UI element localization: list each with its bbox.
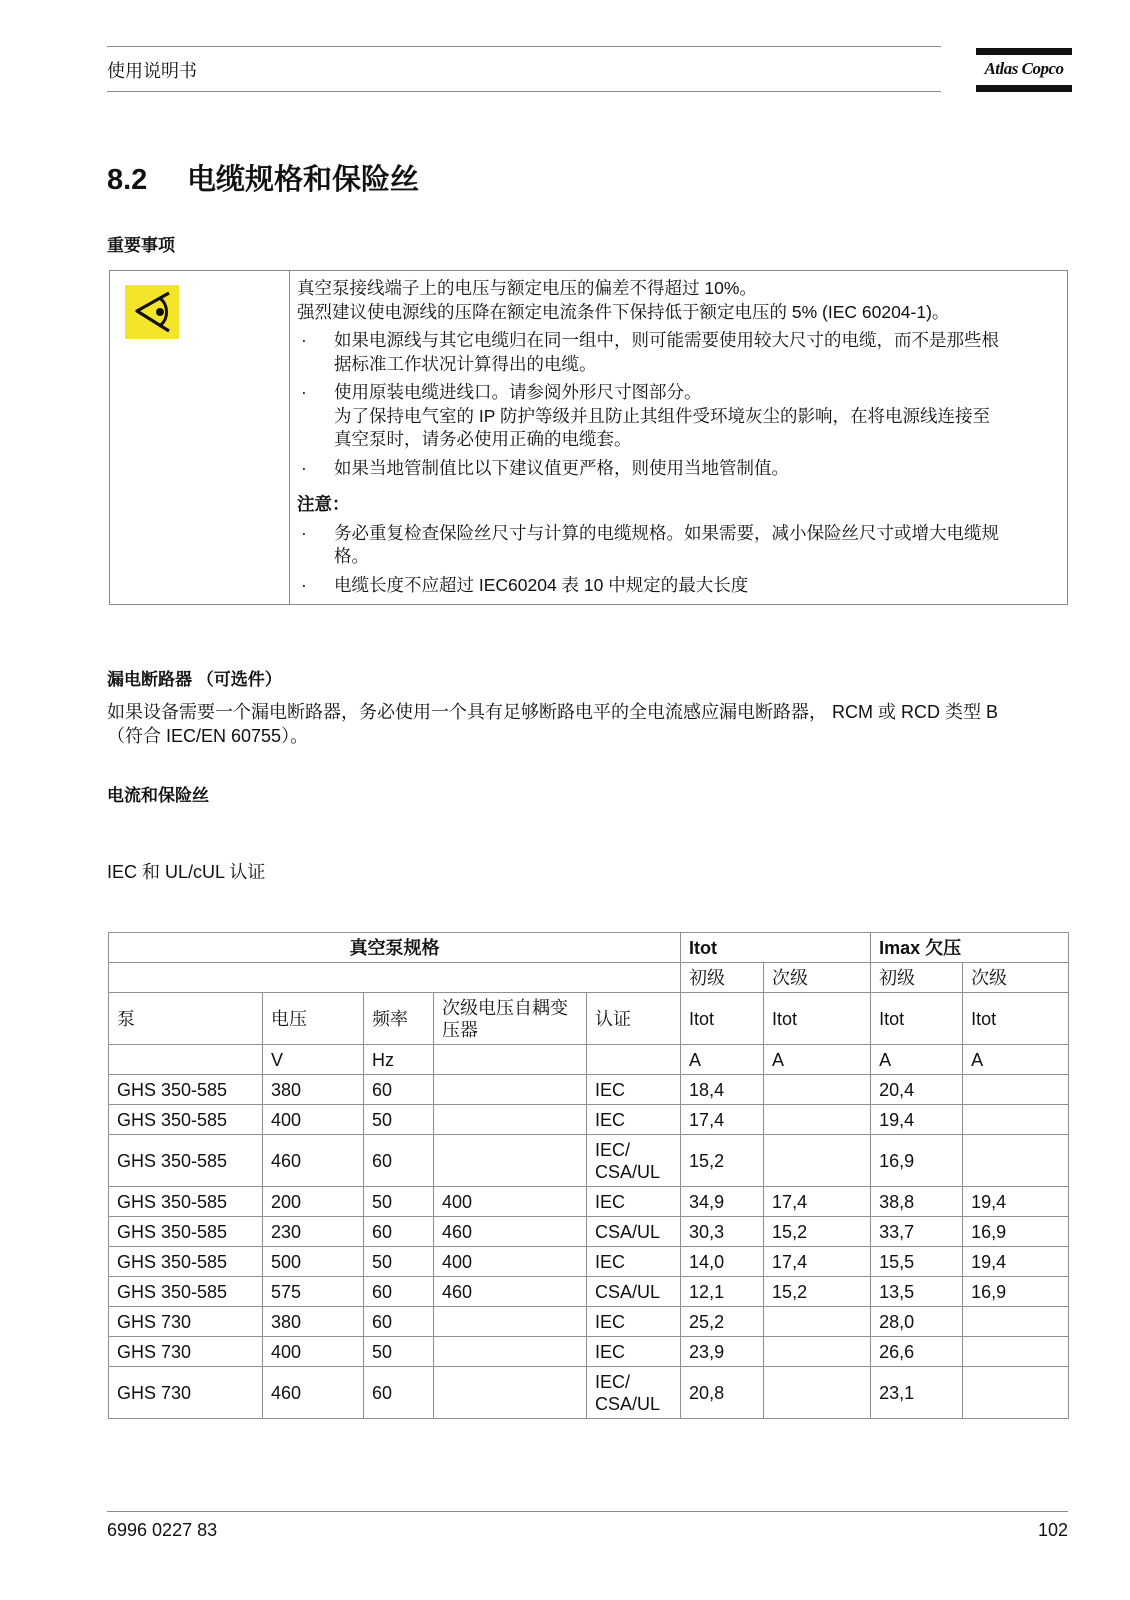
- itot-primary-header: 初级: [681, 963, 764, 993]
- col-itot-secondary: Itot: [764, 993, 871, 1045]
- transformer-cell: [434, 1337, 587, 1367]
- imax-primary-cell: 19,4: [871, 1105, 963, 1135]
- imax-secondary-cell: [963, 1135, 1069, 1187]
- rcd-heading: 漏电断路器 （可选件）: [107, 670, 282, 689]
- pump-cell: GHS 350-585: [109, 1135, 263, 1187]
- frequency-cell: 50: [364, 1337, 434, 1367]
- page-number: 102: [1037, 1520, 1068, 1540]
- unit-ampere: A: [871, 1045, 963, 1075]
- imax-secondary-cell: [963, 1307, 1069, 1337]
- notice-divider: [289, 271, 290, 604]
- empty-cell: [109, 963, 681, 993]
- col-voltage: 电压: [263, 993, 364, 1045]
- col-frequency: 频率: [364, 993, 434, 1045]
- rcd-line-2: （符合 IEC/EN 60755）。: [107, 726, 309, 746]
- table-column-header: [109, 993, 1069, 1045]
- pump-cell: GHS 350-585: [109, 1247, 263, 1277]
- itot-primary-cell: 17,4: [681, 1105, 764, 1135]
- logo-bar-bottom: [976, 85, 1072, 92]
- voltage-cell: 575: [263, 1277, 364, 1307]
- table-units-row: [109, 1045, 1069, 1075]
- imax-primary-cell: 23,1: [871, 1367, 963, 1419]
- unit-ampere: A: [681, 1045, 764, 1075]
- col-imax-primary: Itot: [871, 993, 963, 1045]
- itot-secondary-cell: [764, 1307, 871, 1337]
- transformer-cell: [434, 1367, 587, 1419]
- rcd-line-1: 如果设备需要一个漏电断路器，务必使用一个具有足够断路电平的全电流感应漏电断路器， RCM 或 RCD 类型 B: [107, 702, 998, 722]
- empty-cell: [109, 1045, 263, 1075]
- itot-secondary-cell: [764, 1135, 871, 1187]
- transformer-cell: 460: [434, 1217, 587, 1247]
- eye-warning-icon: [125, 285, 179, 339]
- table-row: [109, 1105, 1069, 1135]
- itot-secondary-header: 次级: [764, 963, 871, 993]
- voltage-cell: 200: [263, 1187, 364, 1217]
- imax-secondary-cell: 16,9: [963, 1277, 1069, 1307]
- voltage-cell: 230: [263, 1217, 364, 1247]
- col-pump: 泵: [109, 993, 263, 1045]
- pump-cell: GHS 350-585: [109, 1105, 263, 1135]
- frequency-cell: 60: [364, 1075, 434, 1105]
- voltage-cell: 500: [263, 1247, 364, 1277]
- notice-line-1: 真空泵接线端子上的电压与额定电压的偏差不得超过 10%。: [297, 278, 757, 298]
- frequency-cell: 60: [364, 1367, 434, 1419]
- certification-cell: IEC: [587, 1337, 681, 1367]
- table-row: [109, 1187, 1069, 1217]
- rcd-paragraph: [107, 700, 998, 748]
- atlas-copco-logo: [976, 48, 1072, 94]
- transformer-cell: [434, 1135, 587, 1187]
- itot-secondary-cell: 15,2: [764, 1277, 871, 1307]
- col-itot-primary: Itot: [681, 993, 764, 1045]
- col-transformer: 次级电压自耦变压器: [434, 993, 587, 1045]
- transformer-cell: 400: [434, 1247, 587, 1277]
- itot-secondary-cell: 17,4: [764, 1187, 871, 1217]
- group-pump-spec: 真空泵规格: [109, 933, 681, 963]
- imax-primary-header: 初级: [871, 963, 963, 993]
- bullet: ·: [301, 330, 307, 350]
- imax-secondary-cell: 16,9: [963, 1217, 1069, 1247]
- table-body: [109, 1075, 1069, 1419]
- itot-primary-cell: 12,1: [681, 1277, 764, 1307]
- cert-note: IEC 和 UL/cUL 认证: [107, 862, 266, 882]
- section-title: [107, 157, 419, 198]
- bullet-text: 如果当地管制值比以下建议值更严格，则使用当地管制值。: [334, 457, 789, 478]
- group-imax: Imax 欠压: [871, 933, 1069, 963]
- notice-line-2: 强烈建议使电源线的压降在额定电流条件下保持低于额定电压的 5% (IEC 60204-1)。: [297, 301, 950, 322]
- group-itot: Itot: [681, 933, 871, 963]
- imax-primary-cell: 15,5: [871, 1247, 963, 1277]
- itot-primary-cell: 30,3: [681, 1217, 764, 1247]
- itot-secondary-cell: 15,2: [764, 1217, 871, 1247]
- certification-cell: IEC: [587, 1247, 681, 1277]
- pump-cell: GHS 350-585: [109, 1217, 263, 1247]
- itot-secondary-cell: [764, 1367, 871, 1419]
- certification-cell: CSA/UL: [587, 1277, 681, 1307]
- note-heading: 注意：: [297, 494, 350, 514]
- frequency-cell: 50: [364, 1187, 434, 1217]
- voltage-cell: 460: [263, 1135, 364, 1187]
- list-item: [297, 522, 1057, 569]
- imax-primary-cell: 20,4: [871, 1075, 963, 1105]
- transformer-cell: [434, 1105, 587, 1135]
- imax-secondary-cell: 19,4: [963, 1187, 1069, 1217]
- col-imax-secondary: Itot: [963, 993, 1069, 1045]
- table-row: [109, 1217, 1069, 1247]
- imax-secondary-cell: 19,4: [963, 1247, 1069, 1277]
- certification-cell: IEC: [587, 1187, 681, 1217]
- bullet-text: 使用原装电缆进线口。请参阅外形尺寸图部分。: [334, 382, 702, 402]
- bullet: ·: [301, 522, 307, 543]
- imax-primary-cell: 16,9: [871, 1135, 963, 1187]
- list-item: [297, 381, 1057, 452]
- table-row: [109, 1307, 1069, 1337]
- certification-cell: IEC/ CSA/UL: [587, 1135, 681, 1187]
- transformer-cell: [434, 1075, 587, 1105]
- transformer-cell: [434, 1307, 587, 1337]
- empty-cell: [434, 1045, 587, 1075]
- section-number: 8.2: [107, 164, 148, 196]
- frequency-cell: 50: [364, 1105, 434, 1135]
- list-item: [297, 457, 1057, 481]
- important-notice-box: [109, 270, 1068, 605]
- cable-fuse-table: [108, 932, 1069, 1419]
- certification-cell: IEC: [587, 1105, 681, 1135]
- imax-secondary-cell: [963, 1367, 1069, 1419]
- itot-primary-cell: 14,0: [681, 1247, 764, 1277]
- list-item: [297, 574, 1057, 598]
- table-subheader: [109, 963, 1069, 993]
- important-heading: 重要事项: [107, 236, 175, 255]
- col-certification: 认证: [587, 993, 681, 1045]
- transformer-cell: 400: [434, 1187, 587, 1217]
- table-row: [109, 1277, 1069, 1307]
- table-group-header: [109, 933, 1069, 963]
- frequency-cell: 60: [364, 1135, 434, 1187]
- bullet-text: 真空泵时，请务必使用正确的电缆套。: [334, 429, 632, 449]
- table-row: [109, 1247, 1069, 1277]
- voltage-cell: 460: [263, 1367, 364, 1419]
- logo-text: Atlas Copco: [984, 59, 1064, 78]
- bullet-text: 务必重复检查保险丝尺寸与计算的电缆规格。如果需要，减小保险丝尺寸或增大电缆规: [334, 522, 999, 543]
- frequency-cell: 60: [364, 1277, 434, 1307]
- bullet: ·: [301, 382, 307, 402]
- itot-primary-cell: 15,2: [681, 1135, 764, 1187]
- pump-cell: GHS 730: [109, 1367, 263, 1419]
- bullet-text: 格。: [334, 546, 369, 566]
- unit-voltage: V: [263, 1045, 364, 1075]
- imax-primary-cell: 38,8: [871, 1187, 963, 1217]
- bullet: ·: [301, 457, 307, 478]
- certification-cell: IEC: [587, 1307, 681, 1337]
- bullet: ·: [301, 574, 307, 595]
- itot-primary-cell: 25,2: [681, 1307, 764, 1337]
- unit-ampere: A: [963, 1045, 1069, 1075]
- bullet-text: 电缆长度不应超过 IEC60204 表 10 中规定的最大长度: [334, 574, 749, 595]
- table-row: [109, 1367, 1069, 1419]
- logo-bar-top: [976, 48, 1072, 55]
- header-rule-top: [107, 46, 941, 47]
- bullet-text: 如果电源线与其它电缆归在同一组中，则可能需要使用较大尺寸的电缆，而不是那些根: [334, 330, 999, 350]
- itot-primary-cell: 20,8: [681, 1367, 764, 1419]
- frequency-cell: 50: [364, 1247, 434, 1277]
- pump-cell: GHS 730: [109, 1307, 263, 1337]
- current-heading: 电流和保险丝: [107, 786, 209, 805]
- imax-secondary-header: 次级: [963, 963, 1069, 993]
- section-title-text: 电缆规格和保险丝: [187, 164, 420, 196]
- voltage-cell: 380: [263, 1307, 364, 1337]
- itot-secondary-cell: [764, 1337, 871, 1367]
- voltage-cell: 380: [263, 1075, 364, 1105]
- voltage-cell: 400: [263, 1105, 364, 1135]
- pump-cell: GHS 350-585: [109, 1277, 263, 1307]
- document-number: 6996 0227 83: [107, 1520, 218, 1540]
- imax-secondary-cell: [963, 1105, 1069, 1135]
- frequency-cell: 60: [364, 1217, 434, 1247]
- itot-secondary-cell: [764, 1075, 871, 1105]
- certification-cell: IEC/ CSA/UL: [587, 1367, 681, 1419]
- imax-secondary-cell: [963, 1075, 1069, 1105]
- pump-cell: GHS 350-585: [109, 1075, 263, 1105]
- bullet-text: 据标准工作状况计算得出的电缆。: [334, 353, 597, 374]
- pump-cell: GHS 730: [109, 1337, 263, 1367]
- itot-secondary-cell: 17,4: [764, 1247, 871, 1277]
- itot-primary-cell: 18,4: [681, 1075, 764, 1105]
- transformer-cell: 460: [434, 1277, 587, 1307]
- frequency-cell: 60: [364, 1307, 434, 1337]
- table-row: [109, 1075, 1069, 1105]
- unit-ampere: A: [764, 1045, 871, 1075]
- voltage-cell: 400: [263, 1337, 364, 1367]
- itot-primary-cell: 23,9: [681, 1337, 764, 1367]
- imax-primary-cell: 26,6: [871, 1337, 963, 1367]
- imax-secondary-cell: [963, 1337, 1069, 1367]
- imax-primary-cell: 33,7: [871, 1217, 963, 1247]
- notice-content: [297, 277, 1057, 597]
- table-row: [109, 1337, 1069, 1367]
- imax-primary-cell: 13,5: [871, 1277, 963, 1307]
- certification-cell: IEC: [587, 1075, 681, 1105]
- itot-primary-cell: 34,9: [681, 1187, 764, 1217]
- itot-secondary-cell: [764, 1105, 871, 1135]
- unit-frequency: Hz: [364, 1045, 434, 1075]
- list-item: [297, 329, 1057, 376]
- table-row: [109, 1135, 1069, 1187]
- document-type: 使用说明书: [107, 61, 197, 81]
- bullet-text: 为了保持电气室的 IP 防护等级并且防止其组件受环境灰尘的影响，在将电源线连接至: [334, 405, 990, 426]
- pump-cell: GHS 350-585: [109, 1187, 263, 1217]
- imax-primary-cell: 28,0: [871, 1307, 963, 1337]
- header-rule-bottom: [107, 91, 941, 92]
- empty-cell: [587, 1045, 681, 1075]
- footer-rule: [107, 1511, 1068, 1512]
- certification-cell: CSA/UL: [587, 1217, 681, 1247]
